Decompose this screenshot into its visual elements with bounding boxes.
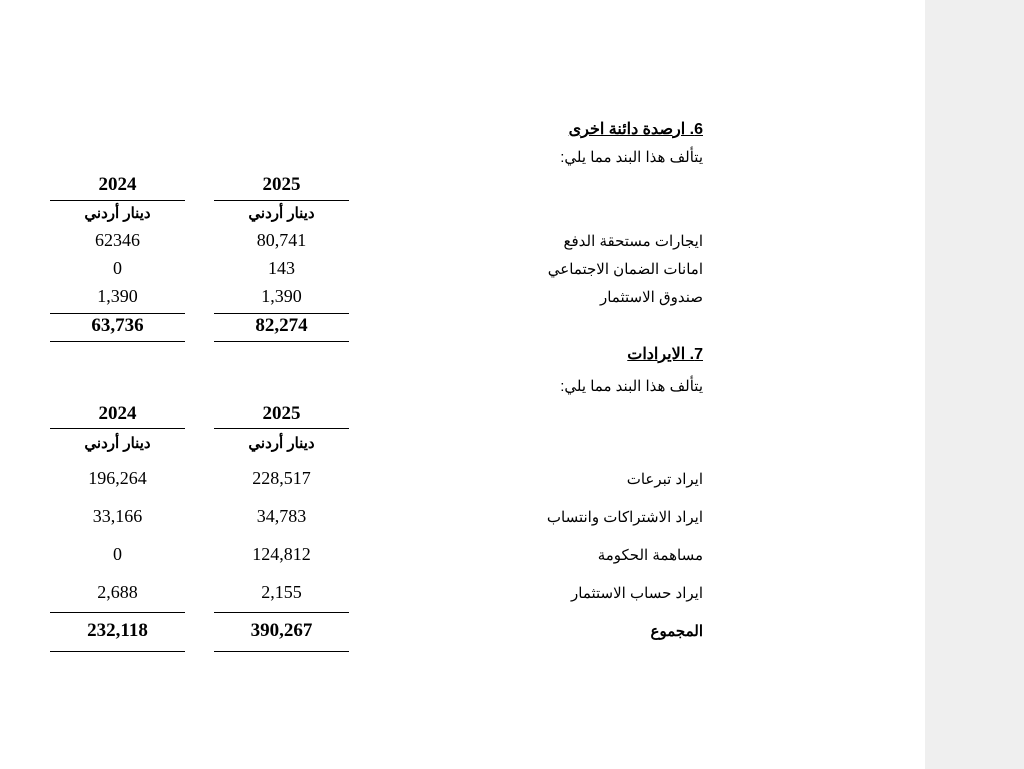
section6-year-2024: 2024 (98, 174, 137, 195)
section7-total-rule-top-2024 (50, 612, 185, 613)
section7-intro: يتألف هذا البند مما يلي: (560, 378, 703, 395)
value-2024: 196,264 (88, 468, 147, 488)
right-side-panel (925, 0, 1024, 769)
section6-unit-2025: دينار أردني (248, 205, 315, 222)
section6-header-rule-2025 (214, 200, 349, 201)
section7-header-rule-2025 (214, 428, 349, 429)
section6-total-2024: 63,736 (91, 315, 144, 336)
value-2025: 34,783 (256, 506, 307, 526)
section7-total-rule-top-2025 (214, 612, 349, 613)
value-2024: 2,688 (97, 582, 138, 602)
section7-unit-2025: دينار أردني (248, 435, 315, 452)
section6-header-rule-2024 (50, 200, 185, 201)
section7-heading: 7. الايرادات (627, 346, 703, 363)
value-2025: 80,741 (256, 230, 307, 250)
section7-total-2025: 390,267 (250, 620, 313, 641)
row-label: صندوق الاستثمار (599, 289, 703, 306)
section7-total-rule-bottom-2024 (50, 651, 185, 652)
section7-total-rule-bottom-2025 (214, 651, 349, 652)
value-2025: 1,390 (261, 286, 302, 306)
section7-total-2024: 232,118 (87, 620, 148, 641)
section7-unit-2024: دينار أردني (84, 435, 151, 452)
value-2025: 2,155 (261, 582, 302, 602)
section7-header-rule-2024 (50, 428, 185, 429)
row-label: مساهمة الحكومة (597, 547, 703, 564)
value-2024: 1,390 (97, 286, 138, 306)
section6-total-rule-bottom-2024 (50, 341, 185, 342)
section6-heading: 6. ارصدة دائنة اخرى (568, 121, 703, 138)
value-2025: 143 (268, 258, 295, 278)
section6-unit-2024: دينار أردني (84, 205, 151, 222)
section7-year-2025: 2025 (262, 403, 301, 424)
section6-year-2025: 2025 (262, 174, 301, 195)
section7-year-2024: 2024 (98, 403, 137, 424)
section6-total-rule-top-2025 (214, 313, 349, 314)
section6-total-2025: 82,274 (255, 315, 308, 336)
row-label: ايجارات مستحقة الدفع (563, 233, 703, 250)
value-2024: 33,166 (92, 506, 143, 526)
row-label: ايراد حساب الاستثمار (571, 585, 703, 602)
section6-total-rule-bottom-2025 (214, 341, 349, 342)
value-2024: 62346 (95, 230, 140, 250)
value-2025: 228,517 (252, 468, 311, 488)
section6-intro: يتألف هذا البند مما يلي: (560, 149, 703, 166)
section6-total-rule-top-2024 (50, 313, 185, 314)
row-label: ايراد الاشتراكات وانتساب (546, 509, 703, 526)
value-2024: 0 (113, 258, 122, 278)
row-label: امانات الضمان الاجتماعي (547, 261, 703, 278)
section7-total-label: المجموع (650, 623, 703, 640)
row-label: ايراد تبرعات (626, 471, 703, 488)
value-2024: 0 (113, 544, 122, 564)
value-2025: 124,812 (252, 544, 311, 564)
